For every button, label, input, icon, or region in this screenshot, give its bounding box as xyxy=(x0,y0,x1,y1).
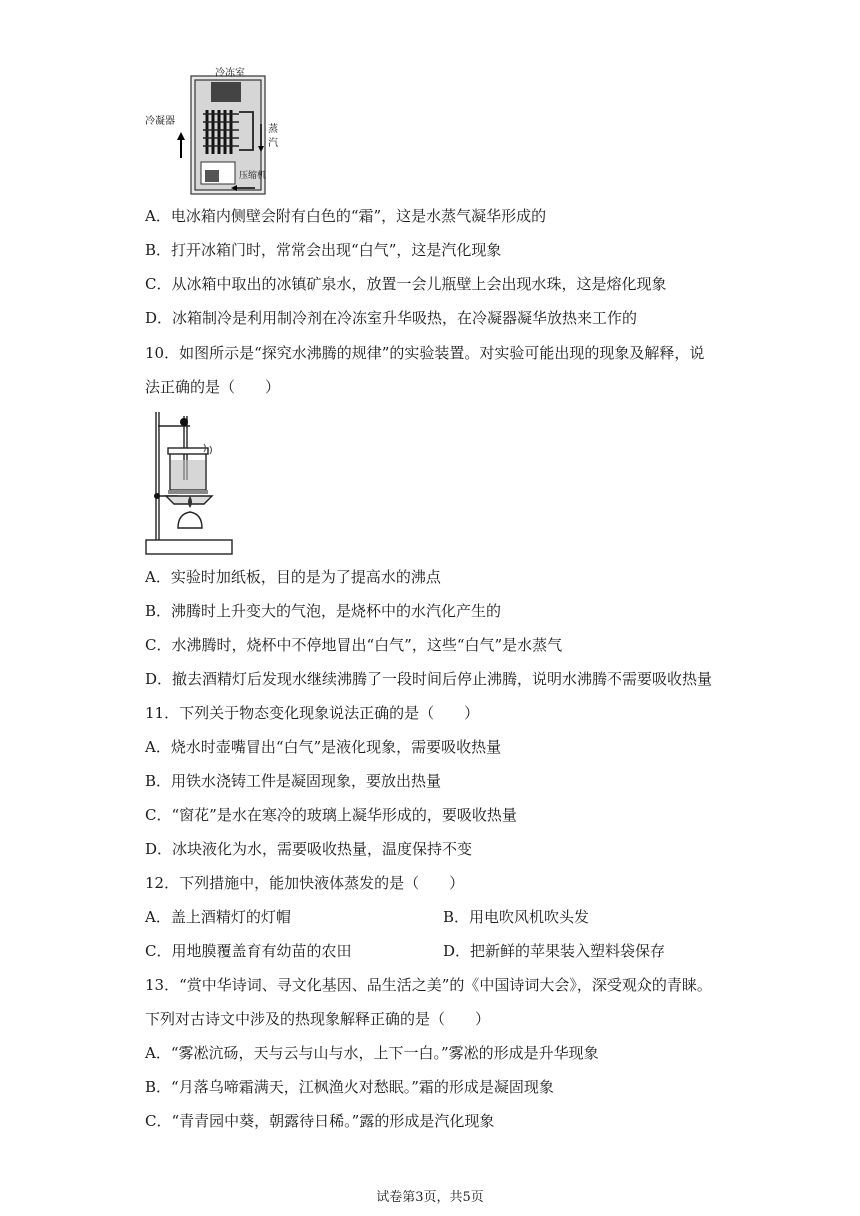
q10-option-d: D．撤去酒精灯后发现水继续沸腾了一段时间后停止沸腾，说明水沸腾不需要吸收热量 xyxy=(145,670,713,688)
q13-option-c: C．“青青园中葵，朝露待日稀。”露的形成是汽化现象 xyxy=(145,1112,495,1130)
q11-option-a: A．烧水时壶嘴冒出“白气”是液化现象，需要吸收热量 xyxy=(145,738,502,756)
q11-option-d: D．冰块液化为水，需要吸收热量，温度保持不变 xyxy=(145,840,473,858)
q13-stem-line1: 13．“赏中华诗词、寻文化基因、品生活之美”的《中国诗词大会》，深受观众的青睐。 xyxy=(145,976,712,994)
page-footer: 试卷第3页，共5页 xyxy=(376,1190,484,1205)
q10-stem-line2: 法正确的是（ ） xyxy=(145,378,281,396)
q12-option-d: D．把新鲜的苹果装入塑料袋保存 xyxy=(443,942,666,960)
q13-option-a: A．“雾凇沆砀，天与云与山与水，上下一白。”雾凇的形成是升华现象 xyxy=(145,1044,599,1062)
q9-option-c: C．从冰箱中取出的冰镇矿泉水，放置一会儿瓶壁上会出现水珠，这是熔化现象 xyxy=(145,275,667,293)
q11-option-b: B．用铁水浇铸工件是凝固现象，要放出热量 xyxy=(145,772,442,790)
q11-option-c: C．“窗花”是水在寒冷的玻璃上凝华形成的，要吸收热量 xyxy=(145,806,517,824)
label-freezer: 冷冻室 xyxy=(215,68,245,79)
label-vapor-1: 蒸 xyxy=(268,124,278,135)
q13-option-b: B．“月落乌啼霜满天，江枫渔火对愁眠。”霜的形成是凝固现象 xyxy=(145,1078,554,1096)
label-compressor: 压缩机 xyxy=(239,171,267,181)
boiling-apparatus-diagram xyxy=(144,408,236,558)
q11-stem: 11．下列关于物态变化现象说法正确的是（ ） xyxy=(145,704,480,722)
q10-option-c: C．水沸腾时，烧杯中不停地冒出“白气”，这些“白气”是水蒸气 xyxy=(145,636,563,654)
label-vapor-2: 汽 xyxy=(268,138,278,149)
q9-option-d: D．冰箱制冷是利用制冷剂在冷冻室升华吸热，在冷凝器凝华放热来工作的 xyxy=(145,309,638,327)
q9-option-a: A．电冰箱内侧壁会附有白色的“霜”，这是水蒸气凝华形成的 xyxy=(145,207,547,225)
q9-option-b: B．打开冰箱门时，常常会出现“白气”，这是汽化现象 xyxy=(145,241,502,259)
q10-option-b: B．沸腾时上升变大的气泡，是烧杯中的水汽化产生的 xyxy=(145,602,502,620)
label-condenser: 冷凝器 xyxy=(145,116,175,127)
q12-option-b: B．用电吹风机吹头发 xyxy=(443,908,590,926)
q13-stem-line2: 下列对古诗文中涉及的热现象解释正确的是（ ） xyxy=(145,1010,491,1028)
q12-stem: 12．下列措施中，能加快液体蒸发的是（ ） xyxy=(145,874,465,892)
refrigerator-diagram xyxy=(143,62,288,198)
q10-option-a: A．实验时加纸板，目的是为了提高水的沸点 xyxy=(145,568,441,586)
q12-option-a: A．盖上酒精灯的灯帽 xyxy=(145,908,291,926)
q12-option-c: C．用地膜覆盖育有幼苗的农田 xyxy=(145,942,352,960)
q10-stem-line1: 10．如图所示是“探究水沸腾的规律”的实验装置。对实验可能出现的现象及解释，说 xyxy=(145,344,705,362)
